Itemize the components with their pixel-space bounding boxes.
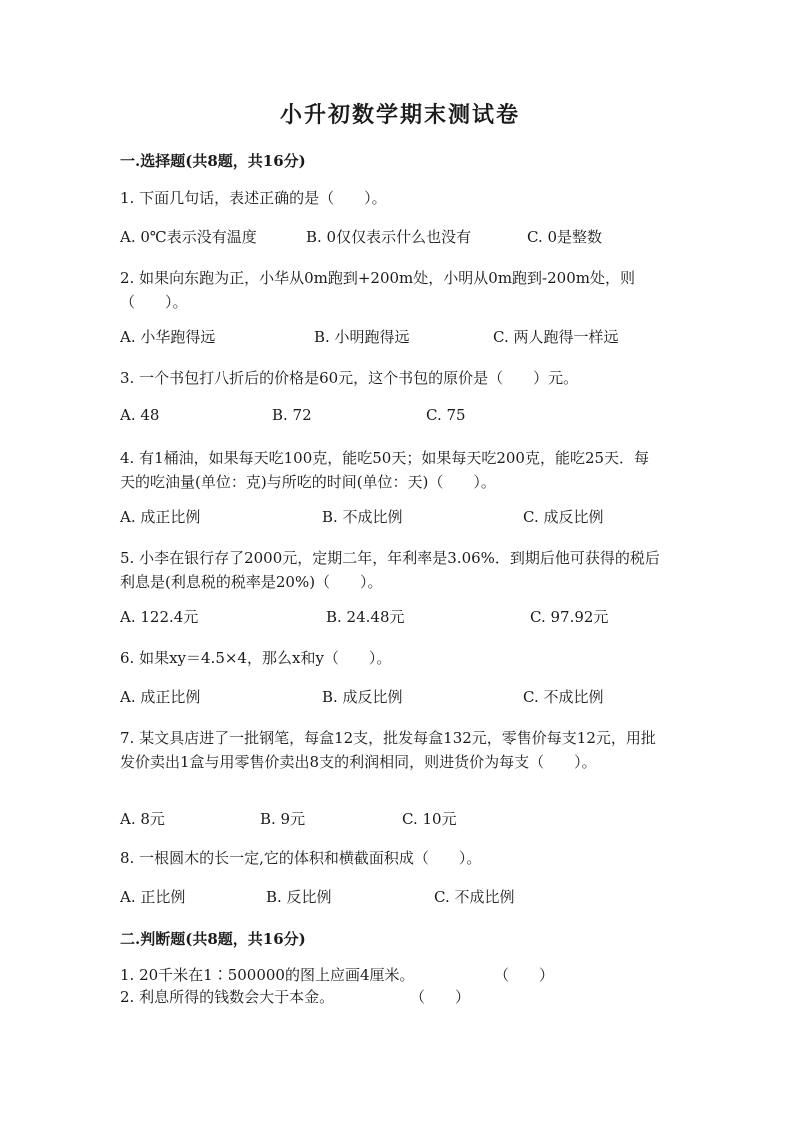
question-8: 8. 一根圆木的长一定,它的体积和横截面积成（ ）。 [120, 849, 482, 867]
option-c: C. 成反比例 [523, 508, 604, 526]
option-a: A. 成正比例 [120, 688, 201, 706]
option-a: A. 8元 [120, 810, 165, 828]
option-b: B. 9元 [260, 810, 306, 828]
option-a: A. 0℃表示没有温度 [120, 228, 257, 246]
question-1: 1. 下面几句话，表述正确的是（ ）。 [120, 189, 387, 207]
question-8-options [120, 886, 680, 910]
option-c: C. 75 [426, 406, 466, 424]
question-4: 4. 有1桶油，如果每天吃100克，能吃50天；如果每天吃200克，能吃25天．每天的吃油量(单位：克)与所吃的时间(单位：天)（ ）。 [120, 449, 650, 491]
option-c: C. 97.92元 [530, 608, 609, 626]
judgment-1-answer-blank: （ ） [494, 966, 555, 984]
option-c: C. 10元 [402, 810, 457, 828]
question-6-options [120, 686, 680, 710]
judgment-2: 2. 利息所得的钱数会大于本金。 [120, 988, 335, 1006]
judgment-1: 1. 20千米在1∶500000的图上应画4厘米。 [120, 966, 415, 984]
option-b: B. 小明跑得远 [314, 328, 410, 346]
option-c: C. 两人跑得一样远 [493, 328, 619, 346]
question-6: 6. 如果xy＝4.5×4，那么x和y（ ）。 [120, 649, 392, 667]
section-heading-choice: 一.选择题(共8题，共16分) [120, 152, 306, 170]
option-b: B. 24.48元 [326, 608, 405, 626]
option-a: A. 小华跑得远 [120, 328, 216, 346]
question-5-options [120, 606, 680, 630]
option-b: B. 72 [272, 406, 312, 424]
option-b: B. 不成比例 [322, 508, 403, 526]
option-b: B. 0仅仅表示什么也没有 [306, 228, 472, 246]
question-2-options [120, 326, 680, 350]
judgment-2-answer-blank: （ ） [410, 988, 471, 1006]
option-a: A. 48 [120, 406, 160, 424]
question-3-options [120, 406, 680, 430]
option-b: B. 反比例 [266, 888, 332, 906]
question-5: 5. 小李在银行存了2000元，定期二年，年利率是3.06%．到期后他可获得的税后利息是(利息税的税率是20%)（ ）。 [120, 549, 660, 591]
question-1-options [120, 226, 680, 250]
page-title: 小升初数学期末测试卷 [279, 102, 520, 128]
option-b: B. 成反比例 [322, 688, 403, 706]
question-7-options [120, 808, 680, 832]
question-4-options [120, 506, 680, 530]
option-a: A. 122.4元 [120, 608, 199, 626]
question-7: 7. 某文具店进了一批钢笔，每盒12支，批发每盒132元，零售价每支12元，用批发价卖出1盒与用零售价卖出8支的利润相同，则进货价为每支（ ）。 [120, 729, 656, 771]
question-2: 2. 如果向东跑为正，小华从0m跑到+200m处，小明从0m跑到-200m处，则（ ）。 [120, 269, 635, 311]
option-a: A. 正比例 [120, 888, 186, 906]
option-a: A. 成正比例 [120, 508, 201, 526]
option-c: C. 0是整数 [527, 228, 603, 246]
question-3: 3. 一个书包打八折后的价格是60元，这个书包的原价是（ ）元。 [120, 369, 579, 387]
option-c: C. 不成比例 [523, 688, 604, 706]
option-c: C. 不成比例 [434, 888, 515, 906]
section-heading-judgment: 二.判断题(共8题，共16分) [120, 930, 306, 948]
